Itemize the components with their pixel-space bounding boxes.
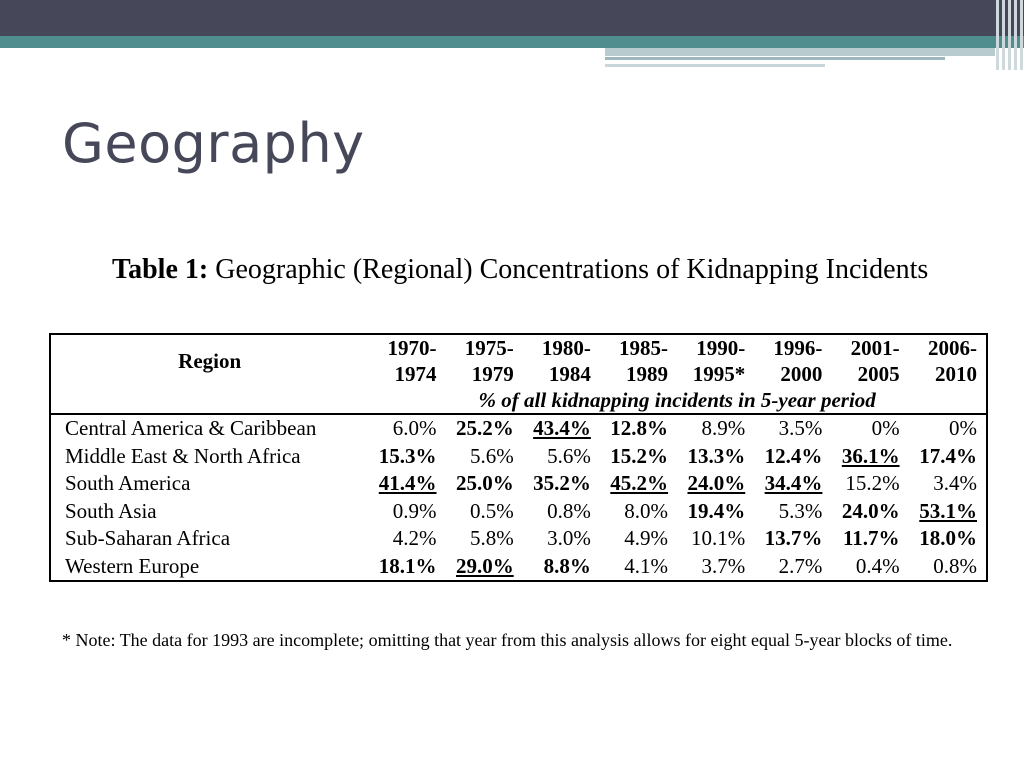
percentage-cell <box>368 553 445 582</box>
percentage-value: 0.8% <box>933 553 977 578</box>
percentage-cell <box>600 498 677 526</box>
percentage-value: 19.4% <box>687 498 746 523</box>
table-caption <box>112 254 928 286</box>
table-row <box>50 553 987 582</box>
percentage-cell <box>909 553 987 582</box>
percentage-cell <box>677 414 754 443</box>
slide-accent-line <box>605 48 995 56</box>
percentage-cell <box>831 498 908 526</box>
percentage-value: 0% <box>949 416 977 440</box>
percentage-value: 4.1% <box>624 553 669 578</box>
percentage-cell <box>754 525 831 553</box>
percentage-cell <box>600 525 677 553</box>
percentage-value: 8.9% <box>701 416 746 440</box>
percentage-value: 41.4% <box>378 471 437 495</box>
percentage-cell <box>523 553 600 582</box>
region-name: South Asia <box>65 498 157 523</box>
percentage-cell <box>446 525 523 553</box>
percentage-value: 11.7% <box>842 526 900 550</box>
column-header-period-start: 1980- <box>541 336 591 360</box>
percentage-cell <box>677 553 754 582</box>
percentage-cell <box>600 414 677 443</box>
column-header-period-end: 1979 <box>471 362 514 386</box>
percentage-cell <box>523 498 600 526</box>
region-name: Sub-Saharan Africa <box>65 526 231 550</box>
column-header-period-start: 1970- <box>387 336 437 360</box>
percentage-value: 34.4% <box>764 471 823 495</box>
percentage-cell <box>754 553 831 582</box>
percentage-cell <box>446 443 523 471</box>
percentage-cell <box>754 443 831 471</box>
percentage-value: 12.8% <box>610 416 669 440</box>
percentage-cell <box>600 443 677 471</box>
percentage-value: 0.9% <box>392 498 437 523</box>
column-header-region: Region <box>178 349 242 373</box>
slide-header-bar <box>0 0 1024 36</box>
table-row <box>50 443 987 471</box>
percentage-cell <box>368 525 445 553</box>
percentage-value: 3.7% <box>701 553 746 578</box>
percentage-cell <box>368 470 445 498</box>
percentage-value: 8.8% <box>543 553 591 578</box>
percentage-value: 5.8% <box>469 526 514 550</box>
column-header-period-start: 1975- <box>464 336 514 360</box>
column-header-period-end: 2010 <box>935 362 977 386</box>
percentage-cell <box>368 443 445 471</box>
column-header-period-end: 1974 <box>394 362 437 386</box>
percentage-value: 29.0% <box>455 553 514 578</box>
percentage-cell <box>368 498 445 526</box>
table-caption-label: Table 1: <box>112 254 209 285</box>
percentage-value: 15.2% <box>845 471 900 495</box>
percentage-value: 24.0% <box>687 471 746 495</box>
percentage-value: 8.0% <box>624 498 669 523</box>
slide-corner-stripes <box>992 0 1024 70</box>
percentage-value: 24.0% <box>841 498 900 523</box>
percentage-cell <box>677 443 754 471</box>
percentage-value: 3.4% <box>933 471 977 495</box>
subheader-spacer <box>50 387 368 414</box>
percentage-value: 18.1% <box>378 553 437 578</box>
percentage-cell <box>523 525 600 553</box>
percentage-cell <box>523 470 600 498</box>
percentage-value: 43.4% <box>533 416 591 440</box>
kidnapping-table <box>49 333 988 582</box>
table-row <box>50 414 987 443</box>
table-row <box>50 470 987 498</box>
slide-title: Geography <box>62 112 365 175</box>
slide-accent-line <box>605 57 945 60</box>
column-header-period-start: 1996- <box>773 336 823 360</box>
percentage-value: 4.2% <box>392 526 437 550</box>
percentage-cell <box>909 443 987 471</box>
column-header-period-end: 1984 <box>548 362 591 386</box>
percentage-cell <box>909 414 987 443</box>
percentage-value: 36.1% <box>841 443 900 468</box>
percentage-cell <box>677 498 754 526</box>
column-header-period-end: 1995* <box>692 362 746 386</box>
percentage-cell <box>677 525 754 553</box>
percentage-value: 13.3% <box>687 443 746 468</box>
percentage-value: 0.8% <box>547 498 591 523</box>
table-subheader: % of all kidnapping incidents in 5-year period <box>368 387 987 414</box>
column-header-period-start: 2006- <box>928 336 977 360</box>
percentage-value: 13.7% <box>764 526 823 550</box>
region-name: Western Europe <box>65 553 200 578</box>
table-caption-text: Geographic (Regional) Concentrations of Kidnapping Incidents <box>208 254 929 285</box>
percentage-cell <box>446 498 523 526</box>
percentage-cell <box>909 525 987 553</box>
percentage-value: 3.0% <box>547 526 591 550</box>
percentage-cell <box>831 443 908 471</box>
percentage-value: 0.5% <box>469 498 514 523</box>
percentage-cell <box>831 470 908 498</box>
percentage-cell <box>523 443 600 471</box>
table-row <box>50 498 987 526</box>
percentage-cell <box>446 414 523 443</box>
percentage-cell <box>754 498 831 526</box>
percentage-cell <box>831 525 908 553</box>
percentage-cell <box>446 470 523 498</box>
percentage-value: 15.2% <box>610 443 669 468</box>
percentage-cell <box>600 470 677 498</box>
table-row <box>50 525 987 553</box>
percentage-value: 25.0% <box>455 471 514 495</box>
percentage-value: 53.1% <box>919 498 977 523</box>
percentage-value: 5.3% <box>778 498 823 523</box>
percentage-cell <box>909 470 987 498</box>
region-name: South America <box>65 471 191 495</box>
percentage-cell <box>368 414 445 443</box>
percentage-value: 45.2% <box>610 471 669 495</box>
column-header-period-end: 1989 <box>626 362 669 386</box>
percentage-cell <box>677 470 754 498</box>
region-name: Central America & Caribbean <box>65 416 317 440</box>
column-header-period-end: 2005 <box>857 362 900 386</box>
column-header-period-start: 1990- <box>696 336 746 360</box>
percentage-cell <box>909 498 987 526</box>
percentage-value: 5.6% <box>469 443 514 468</box>
percentage-cell <box>600 553 677 582</box>
percentage-cell <box>754 470 831 498</box>
percentage-value: 10.1% <box>690 526 746 550</box>
column-header-period-start: 2001- <box>850 336 900 360</box>
percentage-value: 15.3% <box>378 443 437 468</box>
percentage-value: 6.0% <box>392 416 437 440</box>
percentage-value: 12.4% <box>764 443 823 468</box>
slide-accent-line <box>605 64 825 67</box>
slide-accent-band <box>0 36 1024 48</box>
percentage-value: 3.5% <box>778 416 823 440</box>
percentage-cell <box>831 553 908 582</box>
percentage-value: 17.4% <box>919 443 977 468</box>
percentage-value: 4.9% <box>624 526 669 550</box>
percentage-value: 35.2% <box>533 471 591 495</box>
percentage-cell <box>446 553 523 582</box>
table-footnote: * Note: The data for 1993 are incomplete; omitting that year from this analysis allows for eight equal 5-year blocks of time. <box>62 630 953 650</box>
percentage-value: 0.4% <box>855 553 900 578</box>
column-header-period-start: 1985- <box>619 336 669 360</box>
percentage-value: 18.0% <box>919 526 977 550</box>
percentage-cell <box>523 414 600 443</box>
percentage-cell <box>831 414 908 443</box>
column-header-period-end: 2000 <box>780 362 823 386</box>
percentage-cell <box>754 414 831 443</box>
percentage-value: 0% <box>871 416 900 440</box>
percentage-value: 25.2% <box>455 416 514 440</box>
percentage-value: 5.6% <box>547 443 591 468</box>
percentage-value: 2.7% <box>778 553 823 578</box>
region-name: Middle East & North Africa <box>65 443 301 468</box>
